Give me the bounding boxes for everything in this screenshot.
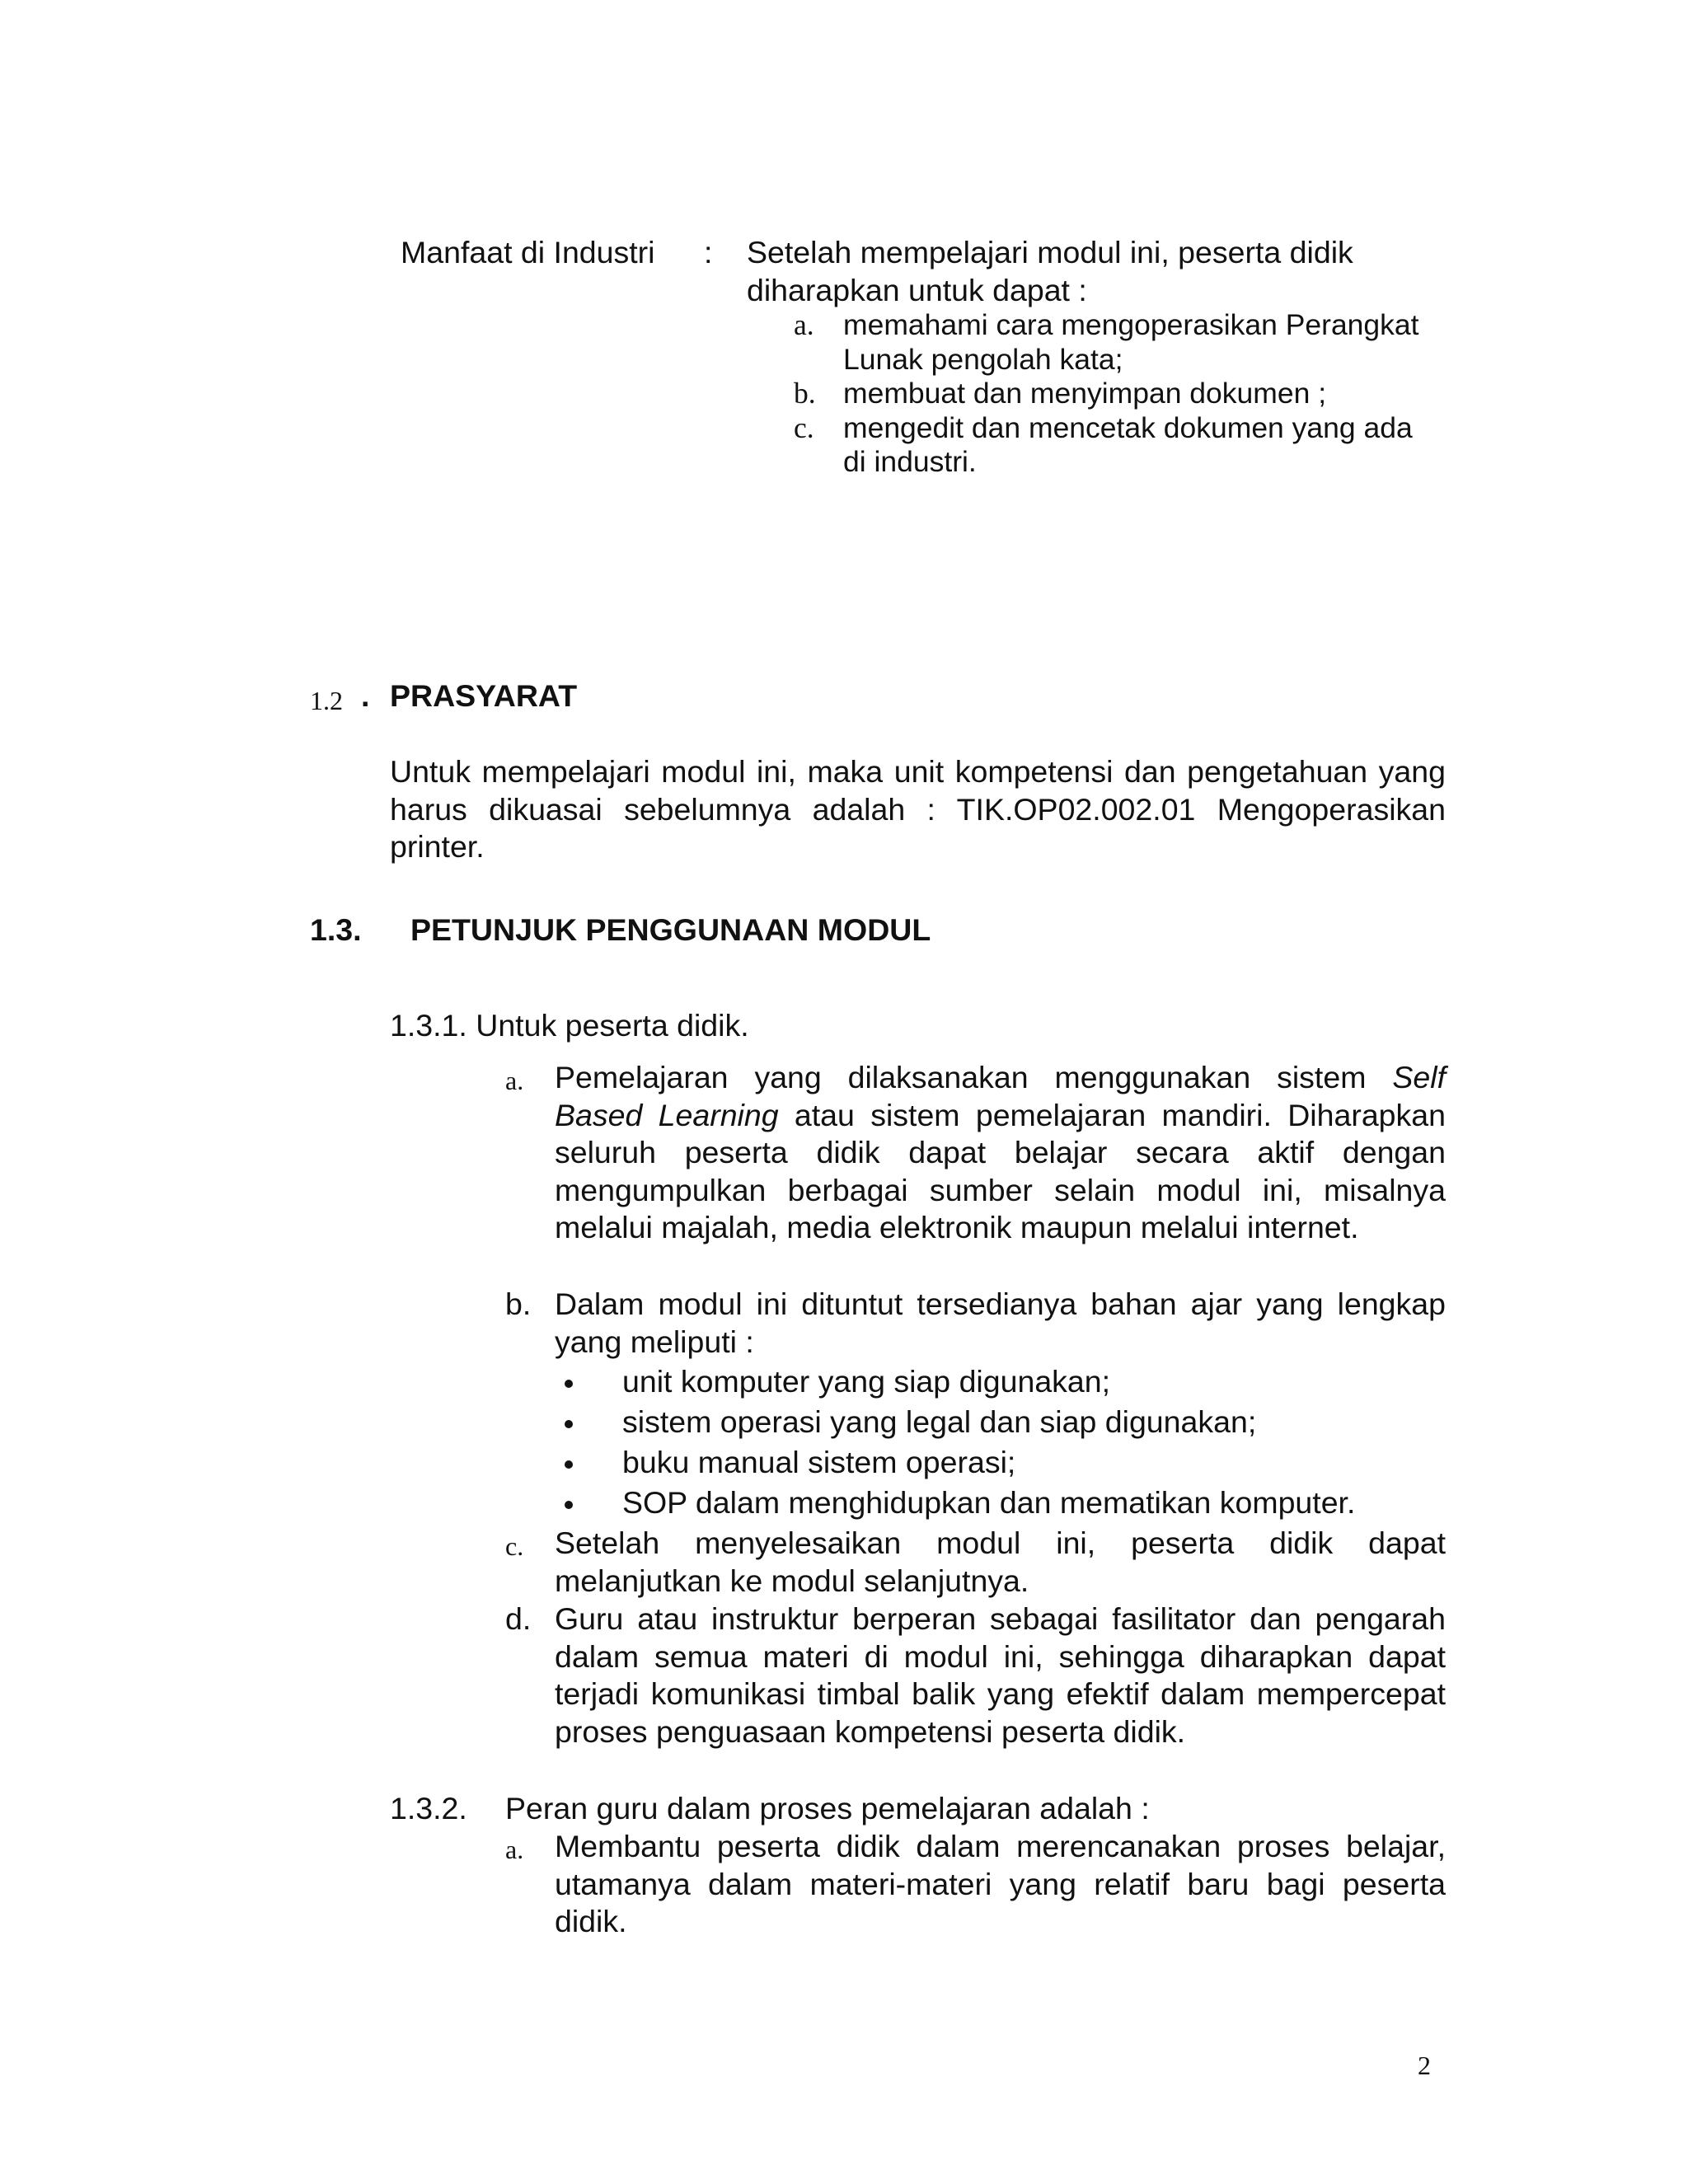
bullet-text: buku manual sistem operasi;: [622, 1445, 1016, 1479]
manfaat-item-c: [794, 411, 1437, 480]
sub1-item-d-marker: d.: [505, 1601, 532, 1636]
prasyarat-number: 1.2: [310, 686, 343, 715]
page-number: 2: [1418, 2050, 1431, 2080]
bullet-item: [565, 1484, 1446, 1524]
bullet-text: unit komputer yang siap digunakan;: [622, 1364, 1111, 1399]
prasyarat-dot: .: [361, 678, 370, 713]
manfaat-intro-line2: diharapkan untuk dapat :: [747, 273, 1087, 307]
manfaat-item-a: [794, 308, 1437, 377]
manfaat-item-a-line2: Lunak pengolah kata;: [843, 342, 1123, 376]
sub1-item-a-post: atau sistem pemelajaran mandiri. Diharapkan seluruh peserta didik dapat belajar secara aktif dengan mengumpulkan berbagai sumber selain modul ini, misalnya melalui majalah, media elektronik maupun melalui internet.: [555, 1097, 1446, 1244]
manfaat-colon: :: [704, 235, 713, 269]
bullet-icon: [565, 1501, 573, 1509]
petunjuk-title: PETUNJUK PENGGUNAAN MODUL: [410, 912, 931, 947]
bullet-item: [565, 1404, 1446, 1443]
manfaat-intro-line1: Setelah mempelajari modul ini, peserta didik: [747, 235, 1353, 269]
bullet-icon: [565, 1420, 573, 1428]
sub2-number: 1.3.2.: [390, 1791, 467, 1825]
sub1-item-d-text: Guru atau instruktur berperan sebagai fasilitator dan pengarah dalam semua materi di modul ini, sehingga diharapkan dapat terjadi komunikasi timbal balik yang efektif dalam mempercepat proses penguasaan kompetensi peserta didik.: [555, 1601, 1446, 1749]
manfaat-item-c-line2: di industri.: [843, 445, 977, 478]
sub1-item-a: [505, 1059, 1446, 1285]
prasyarat-title: PRASYARAT: [390, 678, 578, 713]
sub1-item-a-text: [555, 1059, 1446, 1247]
manfaat-item-c-marker: c.: [794, 410, 814, 444]
sub1-item-b-text: Dalam modul ini dituntut tersedianya bahan ajar yang lengkap yang meliputi :: [555, 1286, 1446, 1359]
manfaat-item-b-marker: b.: [794, 377, 816, 410]
sub1-item-b-marker: b.: [505, 1286, 532, 1321]
bullet-icon: [565, 1460, 573, 1469]
bullet-text: SOP dalam menghidupkan dan mematikan komputer.: [622, 1485, 1356, 1520]
sub1-item-a-italic: Self Based Learning: [555, 1060, 1446, 1132]
bullet-item: [565, 1444, 1446, 1483]
sub1-item-a-pre: Pemelajaran yang dilaksanakan menggunakan sistem: [555, 1060, 1393, 1094]
sub1-item-a-marker: a.: [505, 1066, 524, 1095]
sub1-item-b: [505, 1286, 1446, 1525]
sub1-item-d: [505, 1601, 1446, 1790]
manfaat-item-b-line1: membuat dan menyimpan dokumen ;: [843, 377, 1327, 410]
bullet-item: [565, 1363, 1446, 1403]
sub1-item-c-marker: c.: [505, 1531, 524, 1561]
sub2-heading: Peran guru dalam proses pemelajaran adalah :: [505, 1791, 1150, 1825]
sub2-item-a-text: Membantu peserta didik dalam merencanakan proses belajar, utamanya dalam materi-materi yang relatif baru bagi peserta didik.: [555, 1829, 1446, 1938]
manfaat-label: Manfaat di Industri: [401, 235, 655, 269]
manfaat-item-a-marker: a.: [794, 308, 814, 341]
bullet-icon: [565, 1380, 573, 1388]
sub1-heading: 1.3.1. Untuk peserta didik.: [390, 1008, 749, 1043]
petunjuk-number: 1.3.: [310, 912, 362, 947]
manfaat-item-a-line1: memahami cara mengoperasikan Perangkat: [843, 308, 1419, 341]
sub2-item-a-marker: a.: [505, 1835, 524, 1864]
manfaat-item-b: [794, 377, 1437, 411]
bullet-text: sistem operasi yang legal dan siap digunakan;: [622, 1404, 1257, 1439]
manfaat-item-c-line1: mengedit dan mencetak dokumen yang ada: [843, 410, 1413, 444]
sub2-item-a: [505, 1828, 1446, 1943]
sub1-item-c-text: Setelah menyelesaikan modul ini, peserta didik dapat melanjutkan ke modul selanjutnya.: [555, 1526, 1446, 1598]
prasyarat-body: Untuk mempelajari modul ini, maka unit kompetensi dan pengetahuan yang harus dikuasai sebelumnya adalah : TIK.OP02.002.01 Mengoperasikan printer.: [390, 754, 1446, 864]
sub1-item-c: [505, 1525, 1446, 1601]
